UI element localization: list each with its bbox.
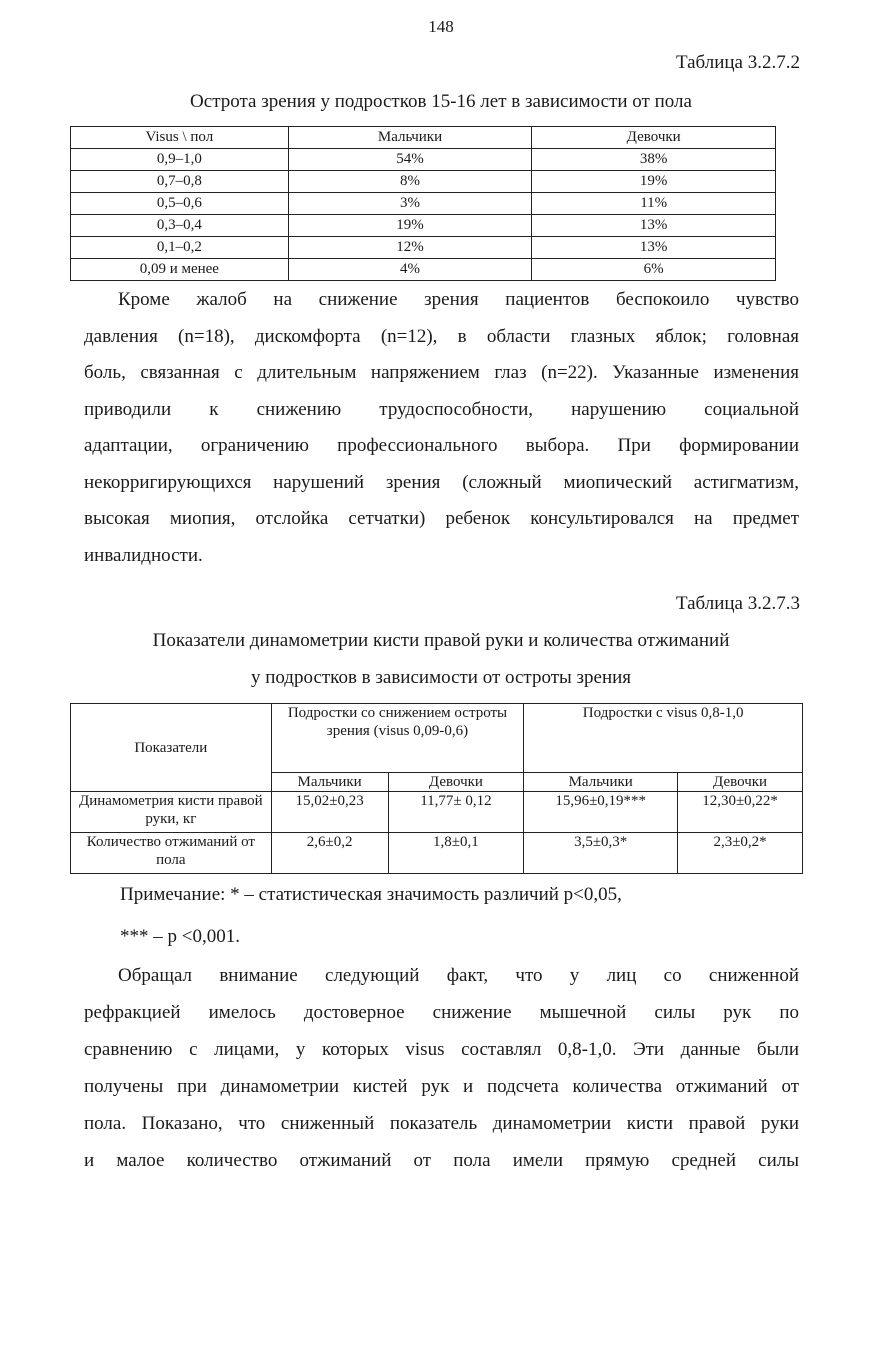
paragraph-line: инвалидности. bbox=[84, 544, 203, 566]
page-number: 148 bbox=[428, 17, 454, 36]
paragraph-conclusion bbox=[84, 957, 799, 1179]
table2-label: Таблица 3.2.7.3 bbox=[675, 593, 800, 614]
dynamometry-table bbox=[70, 703, 803, 874]
table-header-row bbox=[71, 704, 803, 773]
table-cell: 12% bbox=[288, 237, 532, 259]
column-header: Девочки bbox=[388, 773, 524, 792]
note-line2: *** – p <0,001. bbox=[120, 926, 240, 947]
column-header: Мальчики bbox=[271, 773, 388, 792]
table-cell: 0,3–0,4 bbox=[71, 215, 289, 237]
paragraph-line: некорригирующихся нарушений зрения (сложный миопический астигматизм, bbox=[84, 471, 799, 493]
paragraph-line: рефракцией имелось достоверное снижение мышечной силы рук по bbox=[84, 1002, 799, 1023]
column-header: Девочки bbox=[532, 127, 776, 149]
table-cell: 11% bbox=[532, 193, 776, 215]
paragraph-line: Кроме жалоб на снижение зрения пациентов беспокоило чувство bbox=[118, 289, 799, 310]
table1-label: Таблица 3.2.7.2 bbox=[675, 52, 800, 73]
table-cell: Количество отжиманий от пола bbox=[71, 833, 272, 874]
table-cell: 0,5–0,6 bbox=[71, 193, 289, 215]
table-cell: 13% bbox=[532, 215, 776, 237]
table2-title-line2: у подростков в зависимости от остроты зрения bbox=[250, 667, 632, 688]
table-cell: 19% bbox=[288, 215, 532, 237]
table-cell: 12,30±0,22* bbox=[678, 792, 803, 833]
table-row bbox=[71, 215, 776, 237]
table-cell: 6% bbox=[532, 259, 776, 281]
table-cell: 15,96±0,19*** bbox=[524, 792, 678, 833]
column-header: Мальчики bbox=[524, 773, 678, 792]
column-group-header: Подростки с visus 0,8-1,0 bbox=[524, 704, 803, 773]
paragraph-complaints bbox=[84, 282, 799, 574]
table2-title-line1: Показатели динамометрии кисти правой руки и количества отжиманий bbox=[152, 630, 730, 651]
table-cell: 15,02±0,23 bbox=[271, 792, 388, 833]
table-cell: 3% bbox=[288, 193, 532, 215]
table-cell: 54% bbox=[288, 149, 532, 171]
table-cell: 4% bbox=[288, 259, 532, 281]
paragraph-line: высокая миопия, отслойка сетчатки) ребенок консультировался на предмет bbox=[84, 508, 799, 529]
column-header: Девочки bbox=[678, 773, 803, 792]
table-header-row bbox=[71, 127, 776, 149]
table1-title: Острота зрения у подростков 15-16 лет в зависимости от пола bbox=[190, 91, 692, 112]
table-row bbox=[71, 149, 776, 171]
table-cell: 0,09 и менее bbox=[71, 259, 289, 281]
table-cell: 0,7–0,8 bbox=[71, 171, 289, 193]
column-group-header: Подростки со снижением остроты зрения (visus 0,09-0,6) bbox=[271, 704, 524, 773]
table-cell: 1,8±0,1 bbox=[388, 833, 524, 874]
table-cell: Динамометрия кисти правой руки, кг bbox=[71, 792, 272, 833]
table-cell: 13% bbox=[532, 237, 776, 259]
visual-acuity-table bbox=[70, 126, 776, 281]
paragraph-line: пола. Показано, что сниженный показатель динамометрии кисти правой руки bbox=[84, 1113, 799, 1134]
note-line1: Примечание: * – статистическая значимость различий p<0,05, bbox=[120, 884, 622, 905]
table-cell: 2,3±0,2* bbox=[678, 833, 803, 874]
table-row bbox=[71, 792, 803, 833]
table-cell: 0,1–0,2 bbox=[71, 237, 289, 259]
table-cell: 0,9–1,0 bbox=[71, 149, 289, 171]
paragraph-line: сравнению с лицами, у которых visus составлял 0,8-1,0. Эти данные были bbox=[84, 1039, 799, 1060]
table-cell: 38% bbox=[532, 149, 776, 171]
paragraph-line: боль, связанная с длительным напряжением глаз (n=22). Указанные изменения bbox=[84, 362, 799, 383]
paragraph-line: давления (n=18), дискомфорта (n=12), в области глазных яблок; головная bbox=[84, 325, 799, 347]
column-header: Показатели bbox=[71, 704, 272, 792]
table-row bbox=[71, 833, 803, 874]
column-header: Мальчики bbox=[288, 127, 532, 149]
table-cell: 11,77± 0,12 bbox=[388, 792, 524, 833]
table-row bbox=[71, 237, 776, 259]
table-row bbox=[71, 259, 776, 281]
paragraph-line: Обращал внимание следующий факт, что у лиц со сниженной bbox=[118, 965, 799, 986]
table-row bbox=[71, 171, 776, 193]
table-cell: 3,5±0,3* bbox=[524, 833, 678, 874]
paragraph-line: получены при динамометрии кистей рук и подсчета количества отжиманий от bbox=[84, 1076, 799, 1097]
table-cell: 8% bbox=[288, 171, 532, 193]
paragraph-line: адаптации, ограничению профессионального выбора. При формировании bbox=[84, 435, 799, 456]
table-cell: 19% bbox=[532, 171, 776, 193]
paragraph-line: приводили к снижению трудоспособности, нарушению социальной bbox=[84, 398, 799, 420]
paragraph-line: и малое количество отжиманий от пола имели прямую средней силы bbox=[84, 1150, 799, 1171]
table-cell: 2,6±0,2 bbox=[271, 833, 388, 874]
table-row bbox=[71, 193, 776, 215]
column-header: Visus \ пол bbox=[71, 127, 289, 149]
